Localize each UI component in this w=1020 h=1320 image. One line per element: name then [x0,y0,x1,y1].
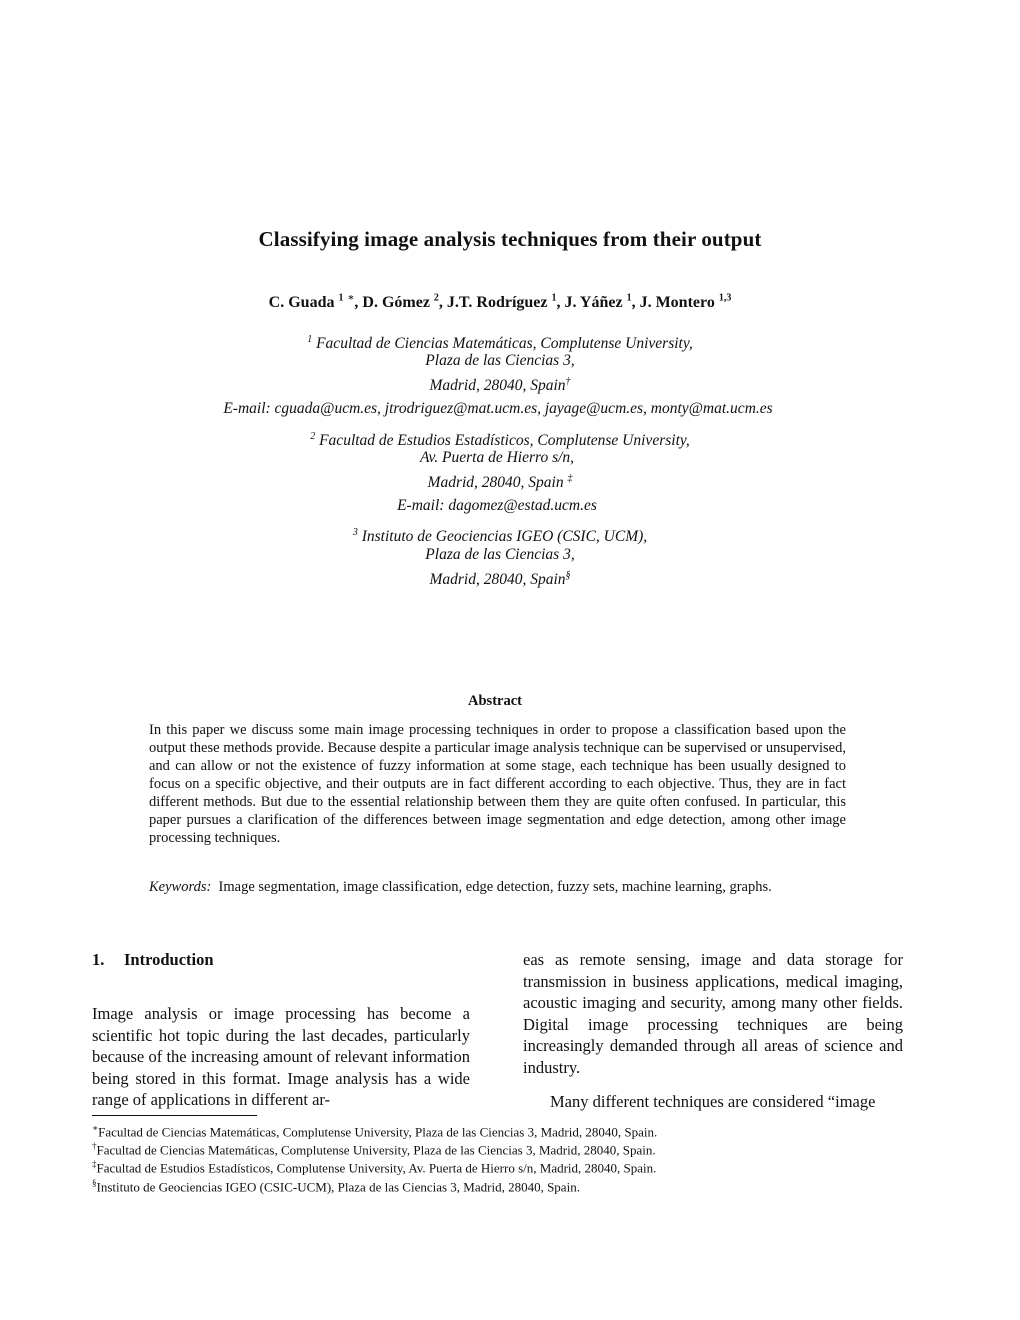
footnote-divider [92,1115,257,1116]
affiliation-street: Plaza de las Ciencias 3, [425,546,575,563]
affiliation-city: Madrid, 28040, Spain ‡ [427,473,573,492]
affiliation-institution: $^2$ Facultad de Estudios Estadísticos, Complutense University, [310,431,690,450]
affiliation-institution: $^1$ Facultad de Ciencias Matemáticas, Complutense University, [307,334,693,353]
abstract-heading: Abstract [468,693,522,709]
footnote: †Facultad de Ciencias Matemáticas, Complutense University, Plaza de las Ciencias 3, Madrid, 28040, Spain. [92,1141,656,1158]
author: J. Yáñez $^1$, [564,293,640,312]
section-heading: 1. Introduction [92,950,214,969]
affiliation-email: E-mail: dagomez@estad.ucm.es [397,497,597,514]
body-paragraph-right-continued: Many different techniques are considered “image [550,1092,876,1111]
author: J. Montero $^{1,3}$ [639,293,732,312]
author-list [0,293,1000,312]
affiliation-street: Plaza de las Ciencias 3, [425,352,575,369]
body-paragraph-left: Image analysis or image processing has become a scientific hot topic during the last decades, particularly because of the increasing amount of relevant information being stored in this format. Image analysis has a wide range of applications in different ar- [92,1004,470,1110]
affiliation-institution: $^3$ Instituto de Geociencias IGEO (CSIC, UCM), [352,527,648,546]
footnote: §Instituto de Geociencias IGEO (CSIC-UCM), Plaza de las Ciencias 3, Madrid, 28040, Spain. [92,1178,580,1195]
paper-title: Classifying image analysis techniques from their output [258,227,762,251]
affiliation-email: E-mail: cguada@ucm.es, jtrodriguez@mat.ucm.es, jayage@ucm.es, monty@mat.ucm.es [223,400,773,417]
body-paragraph-right: eas as remote sensing, image and data storage for transmission in business applications, medical imaging, acoustic imaging and security, among many other fields. Digital image processing techniques are being increasingly demanded through all areas of science and industry. [523,950,903,1077]
footnote: ‡Facultad de Estudios Estadísticos, Complutense University, Av. Puerta de Hierro s/n, Madrid, 28040, Spain. [92,1159,657,1176]
author: C. Guada $^1$ ∗, [268,293,363,312]
affiliation-city: Madrid, 28040, Spain† [429,376,571,395]
keywords [149,878,846,896]
affiliation-street: Av. Puerta de Hierro s/n, [419,449,575,466]
abstract-text: In this paper we discuss some main image processing techniques in order to propose a classification based upon the output these methods provide. Because despite a particular image analysis technique can be supervised or unsupervised, and can allow or not the existence of fuzzy information at some stage, each technique has been usually designed to focus on a specific objective, and their outputs are in fact different according to each objective. Thus, they are in fact different methods. But due to the essential relationship between them they are quite often confused. In particular, this paper pursues a clarification of the differences between image segmentation and edge detection, among other image processing techniques. [149,722,846,846]
footnote: ∗Facultad de Ciencias Matemáticas, Complutense University, Plaza de las Ciencias 3, Madrid, 28040, Spain. [92,1123,658,1140]
author: D. Gómez $^2$, [362,293,447,312]
keywords-list: Image segmentation, image classification, edge detection, fuzzy sets, machine learning, graphs. [218,879,772,895]
author: J.T. Rodríguez $^1$, [446,293,565,312]
affiliation-city: Madrid, 28040, Spain§ [429,570,571,589]
keywords-label: Keywords: [149,879,212,895]
